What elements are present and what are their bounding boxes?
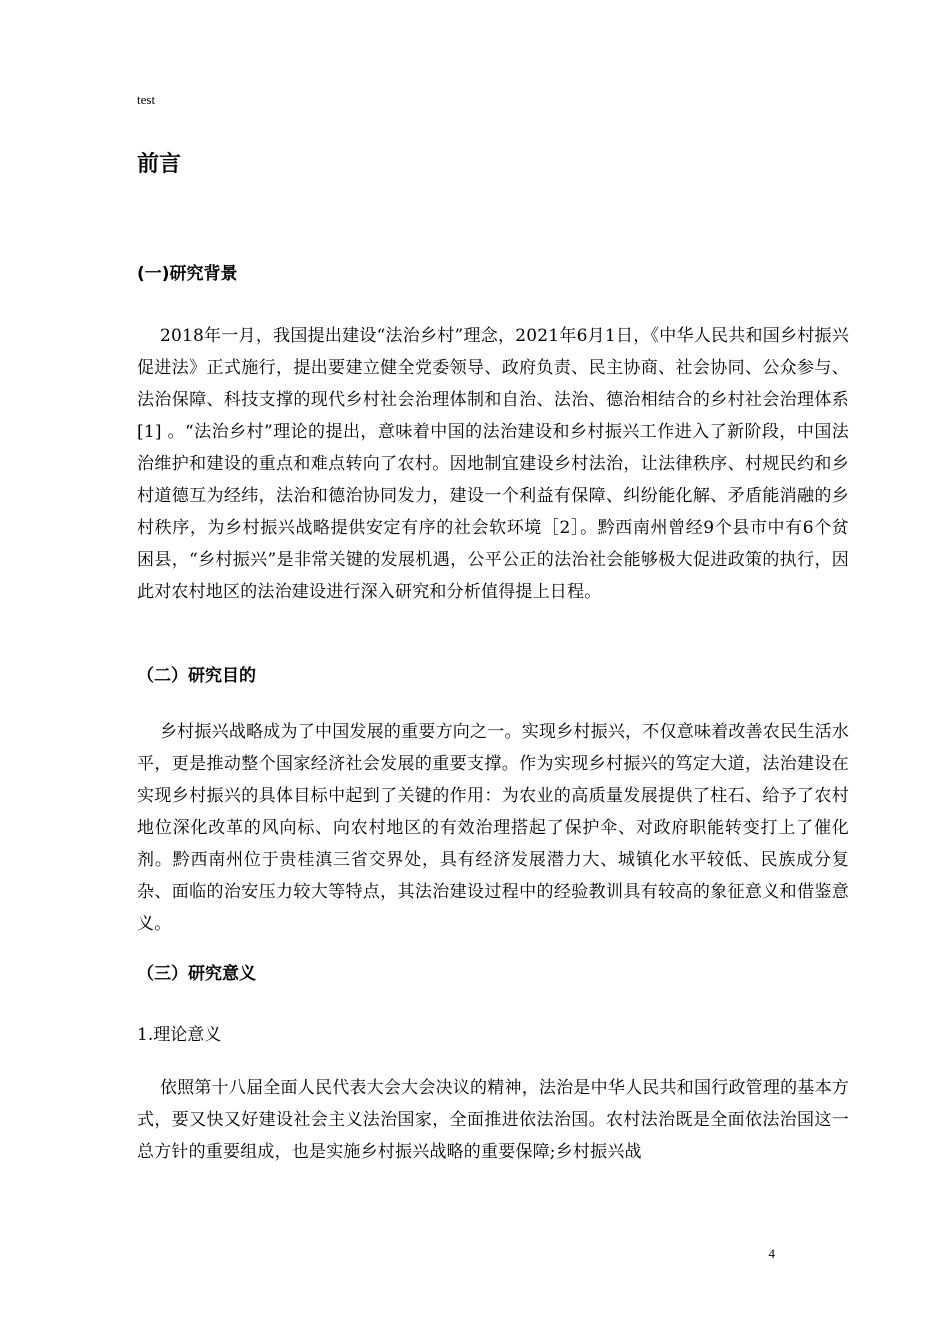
section-heading-significance: （三）研究意义 — [137, 964, 256, 984]
section-heading-background: (一)研究背景 — [137, 264, 238, 284]
paragraph-significance: 依照第十八届全面人民代表大会大会决议的精神，法治是中华人民共和国行政管理的基本方式，要又快又好建设社会主义法治国家，全面推进依法治国。农村法治既是全面依法治国这一总方针的重要组成，也是实施乡村振兴战略的重要保障;乡村振兴战 — [137, 1078, 849, 1162]
paragraph-purpose: 乡村振兴战略成为了中国发展的重要方向之一。实现乡村振兴，不仅意味着改善农民生活水平，更是推动整个国家经济社会发展的重要支撑。作为实现乡村振兴的笃定大道，法治建设在实现乡村振兴的具体目标中起到了关键的作用：为农业的高质量发展提供了柱石、给予了农村地位深化改革的风向标、向农村地区的有效治理搭起了保护伞、对政府职能转变打上了催化剂。黔西南州位于贵桂滇三省交界处，具有经济发展潜力大、城镇化水平较低、民族成分复杂、面临的治安压力较大等特点，其法治建设过程中的经验教训具有较高的象征意义和借鉴意义。 — [137, 722, 849, 934]
page-header: test — [137, 92, 156, 107]
paragraph-background: 2018年一月，我国提出建设“法治乡村”理念，2021年6月1日，《中华人民共和国乡村振兴促进法》正式施行，提出要建立健全党委领导、政府负责、民主协商、社会协同、公众参与、法治保障、科技支撑的现代乡村社会治理体制和自治、法治、德治相结合的乡村社会治理体系[1] 。“法治乡村”理论的提出，意味着中国的法治建设和乡村振兴工作进入了新阶段，中国法治维护和建设的重点和难点转向了农村。因地制宜建设乡村法治，让法律秩序、村规民约和乡村道德互为经纬，法治和德治协同发力，建设一个利益有保障、纠纷能化解、矛盾能消融的乡村秩序，为乡村振兴战略提供安定有序的社会软环境［2］。黔西南州曾经9个县市中有6个贫困县，“乡村振兴”是非常关键的发展机遇，公平公正的法治社会能够极大促进政策的执行，因此对农村地区的法治建设进行深入研究和分析值得提上日程。 — [137, 326, 849, 602]
page-number-container — [0, 1246, 775, 1262]
sub-heading-theory: 1.理论意义 — [137, 1025, 222, 1045]
page-title: 前言 — [137, 152, 182, 177]
page-number: 4 — [768, 1246, 775, 1261]
section-heading-purpose: （二）研究目的 — [137, 666, 256, 686]
